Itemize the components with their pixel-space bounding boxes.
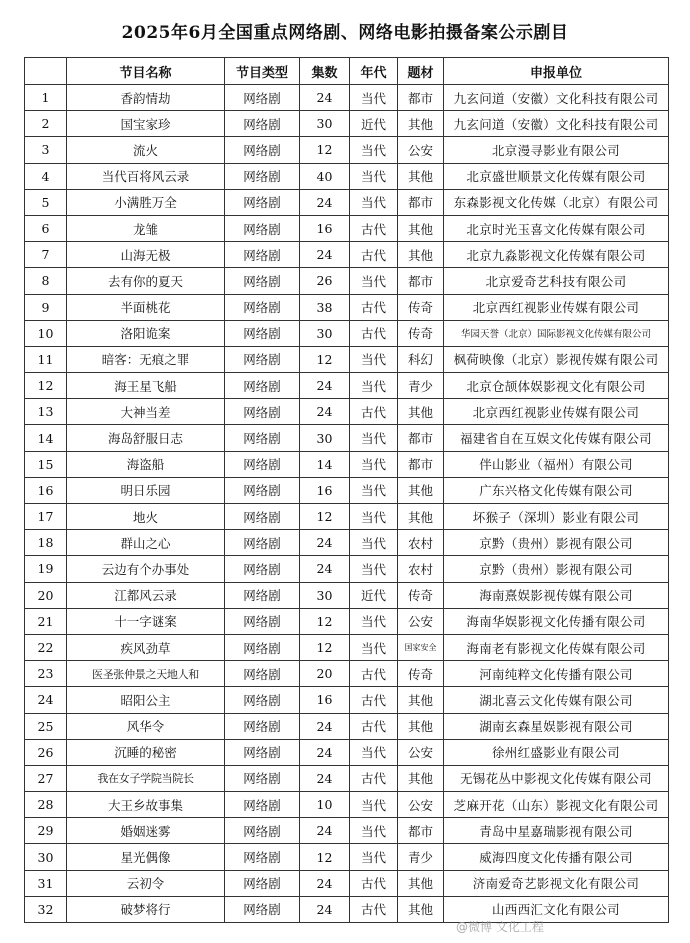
applicant-unit: 海南华娱影视文化传播有限公司 xyxy=(444,608,669,634)
era: 当代 xyxy=(350,556,398,582)
row-number: 4 xyxy=(25,163,67,189)
era: 古代 xyxy=(350,242,398,268)
row-number: 14 xyxy=(25,425,67,451)
applicant-unit: 芝麻开花（山东）影视文化有限公司 xyxy=(444,792,669,818)
era: 古代 xyxy=(350,765,398,791)
era: 古代 xyxy=(350,870,398,896)
theme: 都市 xyxy=(398,425,444,451)
episode-count: 24 xyxy=(300,85,350,111)
applicant-unit: 北京仓颉体娱影视文化有限公司 xyxy=(444,373,669,399)
era: 古代 xyxy=(350,713,398,739)
episode-count: 24 xyxy=(300,870,350,896)
program-name: 小满胜万全 xyxy=(67,189,225,215)
era: 古代 xyxy=(350,896,398,922)
program-name: 香韵情劫 xyxy=(67,85,225,111)
table-row xyxy=(25,504,669,530)
applicant-unit: 坏猴子（深圳）影业有限公司 xyxy=(444,504,669,530)
era: 当代 xyxy=(350,634,398,660)
theme: 公安 xyxy=(398,608,444,634)
program-name: 云初令 xyxy=(67,870,225,896)
program-type: 网络剧 xyxy=(225,687,300,713)
row-number: 23 xyxy=(25,661,67,687)
program-name: 疾风劲草 xyxy=(67,634,225,660)
row-number: 16 xyxy=(25,477,67,503)
row-number: 31 xyxy=(25,870,67,896)
era: 当代 xyxy=(350,818,398,844)
row-number: 10 xyxy=(25,320,67,346)
row-number: 2 xyxy=(25,111,67,137)
episode-count: 16 xyxy=(300,687,350,713)
program-name: 云边有个办事处 xyxy=(67,556,225,582)
program-type: 网络剧 xyxy=(225,582,300,608)
row-number: 25 xyxy=(25,713,67,739)
program-name: 十一字谜案 xyxy=(67,608,225,634)
header-number xyxy=(25,58,67,85)
era: 当代 xyxy=(350,530,398,556)
program-name: 半面桃花 xyxy=(67,294,225,320)
applicant-unit: 枫荷映像（北京）影视传媒有限公司 xyxy=(444,346,669,372)
era: 当代 xyxy=(350,477,398,503)
era: 当代 xyxy=(350,137,398,163)
program-name: 海岛舒服日志 xyxy=(67,425,225,451)
row-number: 13 xyxy=(25,399,67,425)
episode-count: 30 xyxy=(300,582,350,608)
table-body xyxy=(25,85,669,923)
theme: 青少 xyxy=(398,373,444,399)
era: 当代 xyxy=(350,85,398,111)
applicant-unit: 北京爱奇艺科技有限公司 xyxy=(444,268,669,294)
table-row xyxy=(25,189,669,215)
applicant-unit: 东森影视文化传媒（北京）有限公司 xyxy=(444,189,669,215)
era: 古代 xyxy=(350,661,398,687)
row-number: 3 xyxy=(25,137,67,163)
applicant-unit: 华园天誉（北京）国际影视文化传媒有限公司 xyxy=(444,320,669,346)
applicant-unit: 北京九淼影视文化传媒有限公司 xyxy=(444,242,669,268)
episode-count: 16 xyxy=(300,215,350,241)
episode-count: 24 xyxy=(300,556,350,582)
theme: 传奇 xyxy=(398,582,444,608)
episode-count: 12 xyxy=(300,346,350,372)
program-name: 群山之心 xyxy=(67,530,225,556)
era: 近代 xyxy=(350,582,398,608)
program-name: 国宝家珍 xyxy=(67,111,225,137)
program-type: 网络剧 xyxy=(225,320,300,346)
theme: 其他 xyxy=(398,215,444,241)
table-row xyxy=(25,137,669,163)
row-number: 7 xyxy=(25,242,67,268)
theme: 其他 xyxy=(398,896,444,922)
row-number: 9 xyxy=(25,294,67,320)
era: 当代 xyxy=(350,373,398,399)
theme: 青少 xyxy=(398,844,444,870)
table-row xyxy=(25,163,669,189)
program-type: 网络剧 xyxy=(225,242,300,268)
program-type: 网络剧 xyxy=(225,425,300,451)
row-number: 18 xyxy=(25,530,67,556)
row-number: 1 xyxy=(25,85,67,111)
row-number: 15 xyxy=(25,451,67,477)
table-row xyxy=(25,320,669,346)
applicant-unit: 威海四度文化传播有限公司 xyxy=(444,844,669,870)
applicant-unit: 九玄问道（安徽）文化科技有限公司 xyxy=(444,111,669,137)
program-type: 网络剧 xyxy=(225,661,300,687)
applicant-unit: 福建省自在互娱文化传媒有限公司 xyxy=(444,425,669,451)
program-name: 当代百将风云录 xyxy=(67,163,225,189)
applicant-unit: 北京盛世顺景文化传媒有限公司 xyxy=(444,163,669,189)
table-row xyxy=(25,896,669,922)
theme: 传奇 xyxy=(398,294,444,320)
program-type: 网络剧 xyxy=(225,739,300,765)
era: 古代 xyxy=(350,399,398,425)
program-type: 网络剧 xyxy=(225,215,300,241)
program-name: 沉睡的秘密 xyxy=(67,739,225,765)
episode-count: 26 xyxy=(300,268,350,294)
theme: 传奇 xyxy=(398,661,444,687)
table-row xyxy=(25,111,669,137)
episode-count: 30 xyxy=(300,425,350,451)
program-type: 网络剧 xyxy=(225,477,300,503)
table-row xyxy=(25,739,669,765)
episode-count: 14 xyxy=(300,451,350,477)
theme: 其他 xyxy=(398,687,444,713)
applicant-unit: 伴山影业（福州）有限公司 xyxy=(444,451,669,477)
era: 当代 xyxy=(350,739,398,765)
era: 古代 xyxy=(350,320,398,346)
row-number: 21 xyxy=(25,608,67,634)
row-number: 26 xyxy=(25,739,67,765)
theme: 都市 xyxy=(398,85,444,111)
program-type: 网络剧 xyxy=(225,608,300,634)
theme: 公安 xyxy=(398,739,444,765)
program-type: 网络剧 xyxy=(225,896,300,922)
theme: 科幻 xyxy=(398,346,444,372)
program-type: 网络剧 xyxy=(225,137,300,163)
program-type: 网络剧 xyxy=(225,765,300,791)
table-row xyxy=(25,425,669,451)
table-row xyxy=(25,556,669,582)
applicant-unit: 北京时光玉喜文化传媒有限公司 xyxy=(444,215,669,241)
theme: 国家安全 xyxy=(398,634,444,660)
header-episodes: 集数 xyxy=(300,58,350,85)
episode-count: 12 xyxy=(300,504,350,530)
episode-count: 12 xyxy=(300,844,350,870)
table-row xyxy=(25,582,669,608)
row-number: 27 xyxy=(25,765,67,791)
applicant-unit: 湖北喜云文化传媒有限公司 xyxy=(444,687,669,713)
table-row xyxy=(25,294,669,320)
program-name: 洛阳诡案 xyxy=(67,320,225,346)
program-type: 网络剧 xyxy=(225,844,300,870)
episode-count: 10 xyxy=(300,792,350,818)
table-row xyxy=(25,792,669,818)
program-name: 破梦将行 xyxy=(67,896,225,922)
program-name: 明日乐园 xyxy=(67,477,225,503)
table-row xyxy=(25,477,669,503)
table-row xyxy=(25,268,669,294)
program-name: 我在女子学院当院长 xyxy=(67,765,225,791)
program-name: 婚姻迷雾 xyxy=(67,818,225,844)
table-row xyxy=(25,451,669,477)
theme: 其他 xyxy=(398,163,444,189)
program-type: 网络剧 xyxy=(225,792,300,818)
program-type: 网络剧 xyxy=(225,189,300,215)
era: 当代 xyxy=(350,425,398,451)
era: 近代 xyxy=(350,111,398,137)
program-type: 网络剧 xyxy=(225,163,300,189)
program-type: 网络剧 xyxy=(225,870,300,896)
era: 当代 xyxy=(350,792,398,818)
program-name: 地火 xyxy=(67,504,225,530)
header-program-name: 节目名称 xyxy=(67,58,225,85)
program-name: 龙雏 xyxy=(67,215,225,241)
applicant-unit: 北京西红视影业传媒有限公司 xyxy=(444,399,669,425)
era: 当代 xyxy=(350,844,398,870)
program-type: 网络剧 xyxy=(225,294,300,320)
row-number: 30 xyxy=(25,844,67,870)
program-name: 大王乡故事集 xyxy=(67,792,225,818)
row-number: 20 xyxy=(25,582,67,608)
episode-count: 38 xyxy=(300,294,350,320)
row-number: 22 xyxy=(25,634,67,660)
table-row xyxy=(25,818,669,844)
table-row xyxy=(25,215,669,241)
table-row xyxy=(25,687,669,713)
program-type: 网络剧 xyxy=(225,111,300,137)
applicant-unit: 湖南玄森星娱影视有限公司 xyxy=(444,713,669,739)
program-type: 网络剧 xyxy=(225,556,300,582)
row-number: 29 xyxy=(25,818,67,844)
program-type: 网络剧 xyxy=(225,268,300,294)
program-type: 网络剧 xyxy=(225,346,300,372)
era: 当代 xyxy=(350,504,398,530)
episode-count: 24 xyxy=(300,530,350,556)
applicant-unit: 九玄问道（安徽）文化科技有限公司 xyxy=(444,85,669,111)
row-number: 28 xyxy=(25,792,67,818)
theme: 都市 xyxy=(398,268,444,294)
program-name: 大神当差 xyxy=(67,399,225,425)
episode-count: 16 xyxy=(300,477,350,503)
program-name: 去有你的夏天 xyxy=(67,268,225,294)
program-type: 网络剧 xyxy=(225,85,300,111)
applicant-unit: 济南爱奇艺影视文化有限公司 xyxy=(444,870,669,896)
program-type: 网络剧 xyxy=(225,504,300,530)
program-type: 网络剧 xyxy=(225,451,300,477)
episode-count: 20 xyxy=(300,661,350,687)
theme: 都市 xyxy=(398,818,444,844)
era: 古代 xyxy=(350,687,398,713)
program-type: 网络剧 xyxy=(225,818,300,844)
program-name: 暗客：无痕之罪 xyxy=(67,346,225,372)
theme: 公安 xyxy=(398,792,444,818)
program-name: 山海无极 xyxy=(67,242,225,268)
era: 当代 xyxy=(350,608,398,634)
applicant-unit: 青岛中星嘉瑞影视有限公司 xyxy=(444,818,669,844)
table-row xyxy=(25,242,669,268)
applicant-unit: 北京漫寻影业有限公司 xyxy=(444,137,669,163)
table-row xyxy=(25,608,669,634)
program-type: 网络剧 xyxy=(225,399,300,425)
episode-count: 24 xyxy=(300,242,350,268)
episode-count: 24 xyxy=(300,818,350,844)
program-type: 网络剧 xyxy=(225,530,300,556)
header-program-type: 节目类型 xyxy=(225,58,300,85)
era: 当代 xyxy=(350,163,398,189)
program-name: 星光偶像 xyxy=(67,844,225,870)
header-era: 年代 xyxy=(350,58,398,85)
program-type: 网络剧 xyxy=(225,634,300,660)
table-row xyxy=(25,399,669,425)
applicant-unit: 海南熹娱影视传媒有限公司 xyxy=(444,582,669,608)
applicant-unit: 徐州红盛影业有限公司 xyxy=(444,739,669,765)
theme: 公安 xyxy=(398,137,444,163)
applicant-unit: 北京西红视影业传媒有限公司 xyxy=(444,294,669,320)
theme: 其他 xyxy=(398,504,444,530)
theme: 其他 xyxy=(398,713,444,739)
applicant-unit: 京黔（贵州）影视有限公司 xyxy=(444,530,669,556)
filing-table xyxy=(24,57,669,923)
program-name: 江都风云录 xyxy=(67,582,225,608)
header-applicant: 申报单位 xyxy=(444,58,669,85)
episode-count: 12 xyxy=(300,634,350,660)
applicant-unit: 山西西汇文化有限公司 xyxy=(444,896,669,922)
table-row xyxy=(25,765,669,791)
table-row xyxy=(25,713,669,739)
era: 当代 xyxy=(350,189,398,215)
theme: 传奇 xyxy=(398,320,444,346)
episode-count: 40 xyxy=(300,163,350,189)
table-row xyxy=(25,373,669,399)
theme: 其他 xyxy=(398,870,444,896)
table-row xyxy=(25,661,669,687)
episode-count: 24 xyxy=(300,399,350,425)
theme: 都市 xyxy=(398,451,444,477)
table-row xyxy=(25,85,669,111)
episode-count: 24 xyxy=(300,189,350,215)
theme: 其他 xyxy=(398,399,444,425)
table-row xyxy=(25,530,669,556)
episode-count: 24 xyxy=(300,896,350,922)
theme: 其他 xyxy=(398,242,444,268)
applicant-unit: 海南老有影视文化传媒有限公司 xyxy=(444,634,669,660)
theme: 其他 xyxy=(398,765,444,791)
program-name: 昭阳公主 xyxy=(67,687,225,713)
theme: 农村 xyxy=(398,530,444,556)
row-number: 32 xyxy=(25,896,67,922)
episode-count: 30 xyxy=(300,111,350,137)
theme: 农村 xyxy=(398,556,444,582)
applicant-unit: 河南纯粹文化传播有限公司 xyxy=(444,661,669,687)
row-number: 17 xyxy=(25,504,67,530)
table-row xyxy=(25,634,669,660)
program-name: 风华令 xyxy=(67,713,225,739)
applicant-unit: 广东兴格文化传媒有限公司 xyxy=(444,477,669,503)
program-name: 海王星飞船 xyxy=(67,373,225,399)
row-number: 11 xyxy=(25,346,67,372)
table-row xyxy=(25,844,669,870)
program-type: 网络剧 xyxy=(225,373,300,399)
row-number: 6 xyxy=(25,215,67,241)
row-number: 12 xyxy=(25,373,67,399)
applicant-unit: 无锡花丛中影视文化传媒有限公司 xyxy=(444,765,669,791)
program-name: 海盗船 xyxy=(67,451,225,477)
episode-count: 12 xyxy=(300,608,350,634)
table-header-row xyxy=(25,58,669,85)
row-number: 24 xyxy=(25,687,67,713)
era: 当代 xyxy=(350,451,398,477)
program-name: 医圣张仲景之天地人和 xyxy=(67,661,225,687)
theme: 其他 xyxy=(398,477,444,503)
era: 当代 xyxy=(350,346,398,372)
episode-count: 24 xyxy=(300,765,350,791)
era: 当代 xyxy=(350,268,398,294)
watermark: @微博 文化工程 xyxy=(456,920,544,934)
table-row xyxy=(25,346,669,372)
episode-count: 12 xyxy=(300,137,350,163)
table-row xyxy=(25,870,669,896)
episode-count: 24 xyxy=(300,373,350,399)
episode-count: 30 xyxy=(300,320,350,346)
program-type: 网络剧 xyxy=(225,713,300,739)
episode-count: 24 xyxy=(300,713,350,739)
header-theme: 题材 xyxy=(398,58,444,85)
row-number: 5 xyxy=(25,189,67,215)
theme: 都市 xyxy=(398,189,444,215)
theme: 其他 xyxy=(398,111,444,137)
episode-count: 24 xyxy=(300,739,350,765)
era: 古代 xyxy=(350,215,398,241)
program-name: 流火 xyxy=(67,137,225,163)
page-title: 2025年6月全国重点网络剧、网络电影拍摄备案公示剧目 xyxy=(121,23,569,43)
row-number: 8 xyxy=(25,268,67,294)
applicant-unit: 京黔（贵州）影视有限公司 xyxy=(444,556,669,582)
row-number: 19 xyxy=(25,556,67,582)
era: 古代 xyxy=(350,294,398,320)
